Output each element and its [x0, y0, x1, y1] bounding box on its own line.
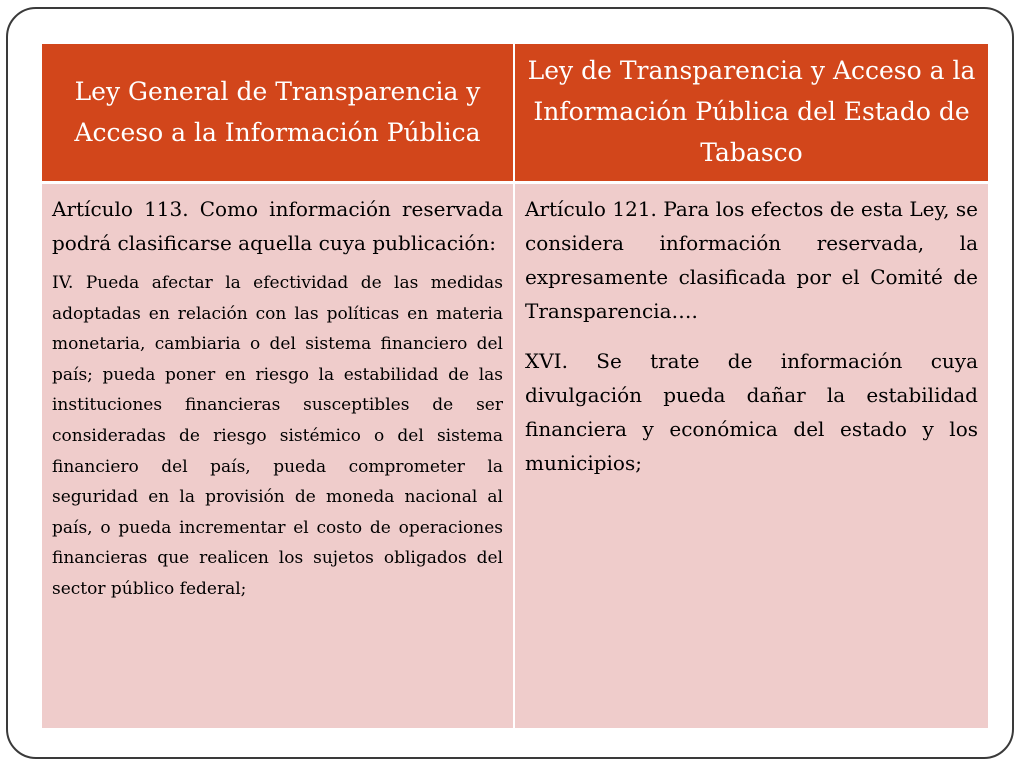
article-121-text: Artículo 121. Para los efectos de esta Ley, se considera información reservada, la expresamente clasificada por el Comité de Transparencia…. — [525, 197, 978, 323]
header-general-law: Ley General de Transparencia y Acceso a la Información Pública — [42, 44, 514, 183]
fraction-xvi-text: XVI. Se trate de información cuya divulgación pueda dañar la estabilidad financiera y económica del estado y los municipios; — [525, 349, 978, 475]
body-row — [42, 183, 988, 729]
fraction-iv-text: IV. Pueda afectar la efectividad de las medidas adoptadas en relación con las políticas en materia monetaria, cambiaria o del sistema financiero del país; pueda poner en riesgo la estabilidad de las instituciones financieras susceptibles de ser consideradas de riesgo sistémico o del sistema financiero del país, pueda comprometer la seguridad en la provisión de moneda nacional al país, o pueda incrementar el costo de operaciones financieras que realicen los sujetos obligados del sector público federal; — [52, 273, 503, 599]
header-row — [42, 44, 988, 183]
header-tabasco-law: Ley de Transparencia y Acceso a la Información Pública del Estado de Tabasco — [514, 44, 988, 183]
article-113-text: Artículo 113. Como información reservada podrá clasificarse aquella cuya publicación: — [52, 197, 503, 255]
cell-tabasco-law — [514, 183, 988, 729]
cell-general-law — [42, 183, 514, 729]
comparison-table — [42, 44, 988, 728]
